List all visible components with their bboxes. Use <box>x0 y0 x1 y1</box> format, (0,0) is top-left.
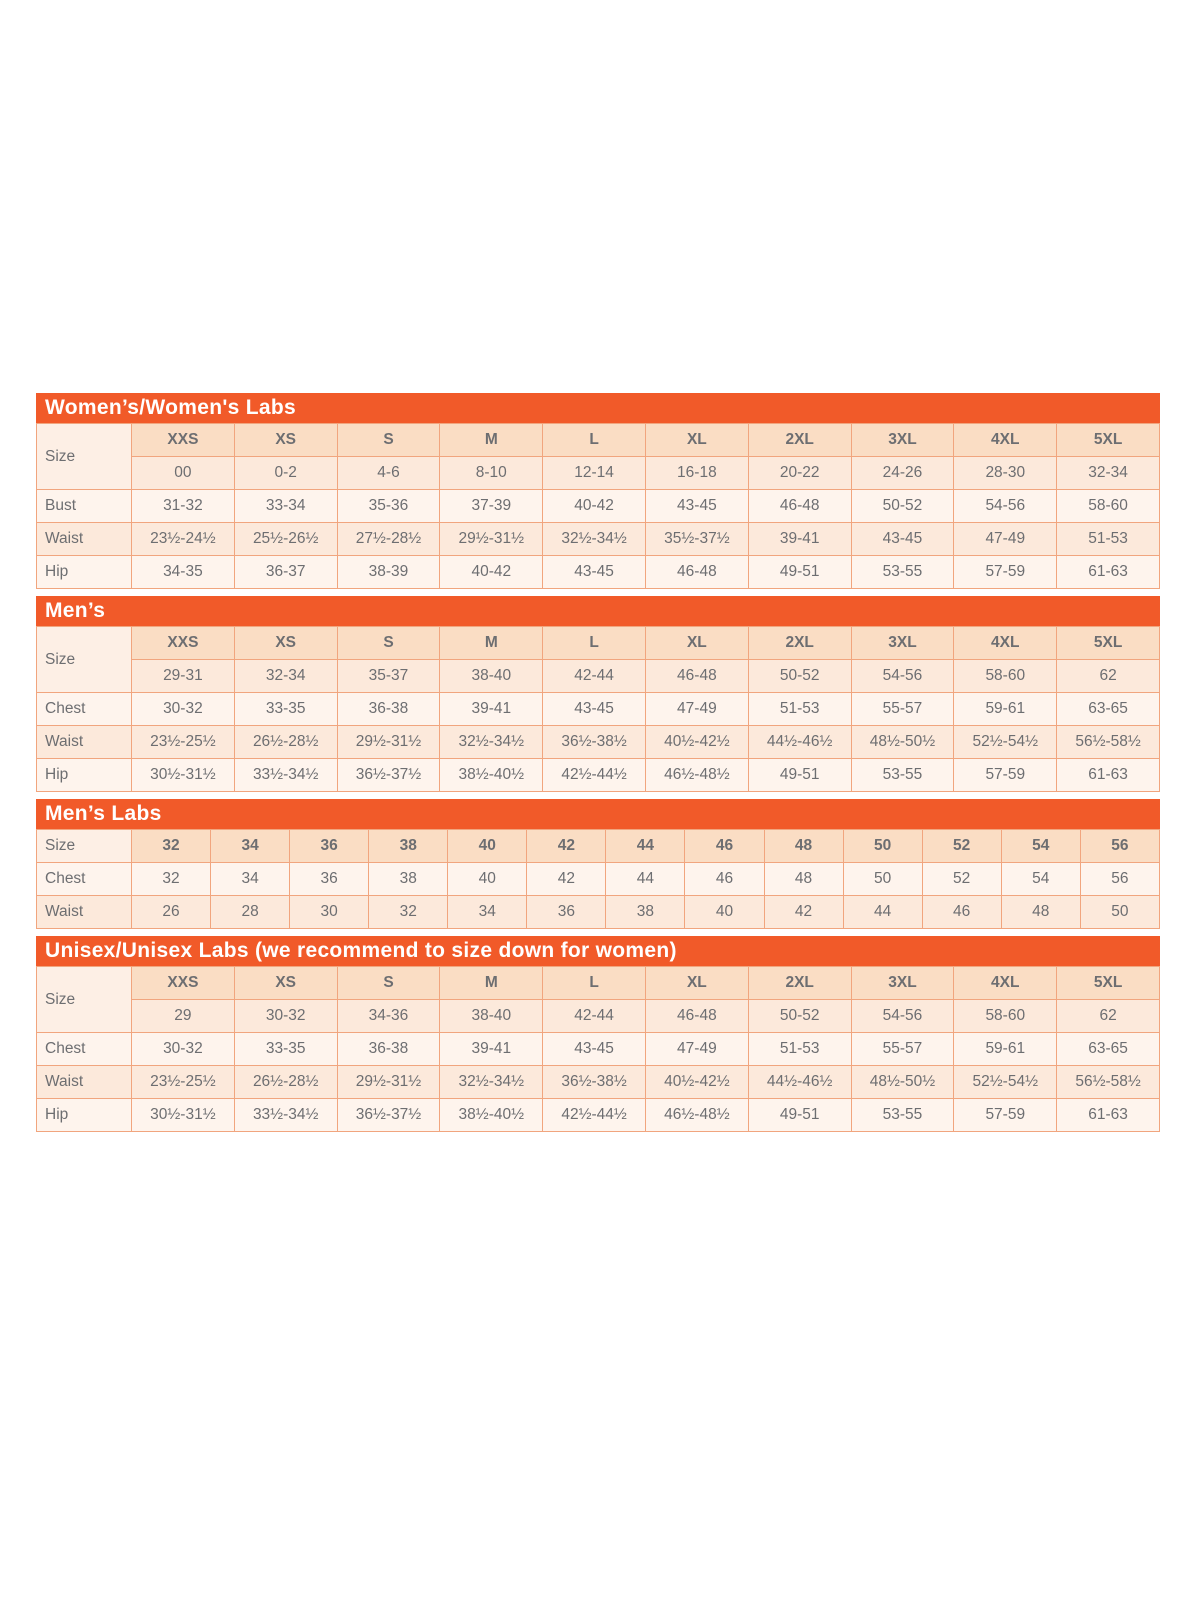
row-label-cell: Hip <box>37 1099 132 1132</box>
size-header-cell: XXS <box>132 424 235 457</box>
measurement-cell: 49-51 <box>748 556 851 589</box>
numeric-size-cell: 00 <box>132 457 235 490</box>
numeric-size-cell: 58-60 <box>954 660 1057 693</box>
measurement-cell: 42½-44½ <box>543 759 646 792</box>
section-title-band <box>36 799 1160 829</box>
measurement-row <box>37 490 1160 523</box>
numeric-size-cell: 20-22 <box>748 457 851 490</box>
size-header-cell: L <box>543 424 646 457</box>
numeric-size-cell: 16-18 <box>645 457 748 490</box>
size-header-cell: 52 <box>922 830 1001 863</box>
size-header-cell: 44 <box>606 830 685 863</box>
size-header-cell: 54 <box>1001 830 1080 863</box>
measurement-cell: 36½-38½ <box>543 726 646 759</box>
measurement-cell: 29½-31½ <box>440 523 543 556</box>
size-header-cell: M <box>440 967 543 1000</box>
size-header-cell: S <box>337 967 440 1000</box>
size-header-cell: XXS <box>132 627 235 660</box>
measurement-cell: 40½-42½ <box>645 1066 748 1099</box>
size-header-cell: 42 <box>527 830 606 863</box>
measurement-cell: 46½-48½ <box>645 1099 748 1132</box>
measurement-cell: 36-38 <box>337 1033 440 1066</box>
measurement-cell: 26½-28½ <box>234 1066 337 1099</box>
size-label-cell: Size <box>37 967 132 1033</box>
measurement-cell: 57-59 <box>954 759 1057 792</box>
measurement-cell: 37-39 <box>440 490 543 523</box>
measurement-cell: 40 <box>448 863 527 896</box>
measurement-row <box>37 1066 1160 1099</box>
measurement-cell: 59-61 <box>954 1033 1057 1066</box>
size-header-cell: XL <box>645 967 748 1000</box>
measurement-cell: 57-59 <box>954 1099 1057 1132</box>
measurement-row <box>37 523 1160 556</box>
measurement-cell: 32½-34½ <box>543 523 646 556</box>
numeric-size-cell: 35-37 <box>337 660 440 693</box>
section-title: Men’s Labs <box>45 802 162 825</box>
measurement-cell: 51-53 <box>748 1033 851 1066</box>
measurement-cell: 50-52 <box>851 490 954 523</box>
row-label-cell: Waist <box>37 726 132 759</box>
numeric-size-cell: 32-34 <box>1057 457 1160 490</box>
row-label-cell: Bust <box>37 490 132 523</box>
measurement-row <box>37 896 1160 929</box>
size-header-cell: 2XL <box>748 627 851 660</box>
measurement-cell: 23½-25½ <box>132 726 235 759</box>
size-header-cell: S <box>337 627 440 660</box>
measurement-cell: 34 <box>448 896 527 929</box>
row-label-cell: Waist <box>37 523 132 556</box>
numeric-size-row <box>37 457 1160 490</box>
measurement-cell: 30-32 <box>132 693 235 726</box>
size-header-cell: 5XL <box>1057 627 1160 660</box>
measurement-cell: 30 <box>290 896 369 929</box>
measurement-cell: 48½-50½ <box>851 1066 954 1099</box>
measurement-cell: 42 <box>764 896 843 929</box>
size-chart <box>36 393 1160 1132</box>
measurement-cell: 46½-48½ <box>645 759 748 792</box>
size-header-cell: 40 <box>448 830 527 863</box>
size-header-cell: 32 <box>132 830 211 863</box>
measurement-cell: 33½-34½ <box>234 759 337 792</box>
measurement-cell: 47-49 <box>954 523 1057 556</box>
row-label-cell: Waist <box>37 896 132 929</box>
row-label-cell: Hip <box>37 759 132 792</box>
size-header-cell: 2XL <box>748 424 851 457</box>
measurement-cell: 34-35 <box>132 556 235 589</box>
measurement-row <box>37 759 1160 792</box>
numeric-size-cell: 8-10 <box>440 457 543 490</box>
size-header-cell: 46 <box>685 830 764 863</box>
numeric-size-cell: 54-56 <box>851 1000 954 1033</box>
size-header-cell: L <box>543 627 646 660</box>
measurement-cell: 56 <box>1080 863 1159 896</box>
section-title-band <box>36 596 1160 626</box>
size-label-cell: Size <box>37 830 132 863</box>
measurement-cell: 46 <box>685 863 764 896</box>
size-header-cell: 5XL <box>1057 424 1160 457</box>
measurement-cell: 50 <box>1080 896 1159 929</box>
measurement-cell: 38 <box>606 896 685 929</box>
size-header-cell: L <box>543 967 646 1000</box>
numeric-size-cell: 29-31 <box>132 660 235 693</box>
measurement-cell: 29½-31½ <box>337 726 440 759</box>
measurement-cell: 33½-34½ <box>234 1099 337 1132</box>
measurement-cell: 48 <box>764 863 843 896</box>
measurement-cell: 27½-28½ <box>337 523 440 556</box>
measurement-cell: 39-41 <box>440 693 543 726</box>
measurement-cell: 31-32 <box>132 490 235 523</box>
numeric-size-cell: 38-40 <box>440 1000 543 1033</box>
measurement-cell: 35-36 <box>337 490 440 523</box>
measurement-cell: 25½-26½ <box>234 523 337 556</box>
measurement-cell: 44 <box>606 863 685 896</box>
measurement-cell: 49-51 <box>748 759 851 792</box>
measurement-cell: 38½-40½ <box>440 1099 543 1132</box>
measurement-cell: 23½-24½ <box>132 523 235 556</box>
measurement-cell: 53-55 <box>851 556 954 589</box>
size-header-cell: XS <box>234 424 337 457</box>
numeric-size-cell: 54-56 <box>851 660 954 693</box>
size-header-cell: 3XL <box>851 627 954 660</box>
measurement-cell: 61-63 <box>1057 759 1160 792</box>
measurement-cell: 46-48 <box>645 556 748 589</box>
measurement-cell: 54 <box>1001 863 1080 896</box>
size-header-cell: S <box>337 424 440 457</box>
size-header-cell: 3XL <box>851 424 954 457</box>
measurement-cell: 52½-54½ <box>954 1066 1057 1099</box>
measurement-cell: 29½-31½ <box>337 1066 440 1099</box>
measurement-row <box>37 1099 1160 1132</box>
measurement-cell: 35½-37½ <box>645 523 748 556</box>
size-header-row <box>37 967 1160 1000</box>
size-header-cell: 34 <box>211 830 290 863</box>
size-header-cell: XXS <box>132 967 235 1000</box>
numeric-size-cell: 50-52 <box>748 1000 851 1033</box>
section-title: Women’s/Women's Labs <box>45 396 296 419</box>
measurement-cell: 36½-37½ <box>337 759 440 792</box>
numeric-size-cell: 62 <box>1057 660 1160 693</box>
measurement-cell: 28 <box>211 896 290 929</box>
measurement-cell: 46 <box>922 896 1001 929</box>
section-title: Men’s <box>45 599 106 622</box>
measurement-cell: 53-55 <box>851 1099 954 1132</box>
measurement-cell: 57-59 <box>954 556 1057 589</box>
size-header-cell: XS <box>234 967 337 1000</box>
size-header-cell: 4XL <box>954 424 1057 457</box>
measurement-cell: 47-49 <box>645 1033 748 1066</box>
measurement-cell: 61-63 <box>1057 1099 1160 1132</box>
measurement-cell: 32 <box>369 896 448 929</box>
numeric-size-cell: 4-6 <box>337 457 440 490</box>
row-label-cell: Chest <box>37 1033 132 1066</box>
section-title-band <box>36 393 1160 423</box>
measurement-cell: 40-42 <box>440 556 543 589</box>
measurement-cell: 46-48 <box>748 490 851 523</box>
measurement-cell: 43-45 <box>851 523 954 556</box>
measurement-cell: 47-49 <box>645 693 748 726</box>
numeric-size-cell: 34-36 <box>337 1000 440 1033</box>
measurement-cell: 32 <box>132 863 211 896</box>
measurement-cell: 39-41 <box>748 523 851 556</box>
measurement-cell: 49-51 <box>748 1099 851 1132</box>
size-header-cell: XL <box>645 424 748 457</box>
measurement-cell: 42 <box>527 863 606 896</box>
measurement-cell: 32½-34½ <box>440 726 543 759</box>
numeric-size-cell: 46-48 <box>645 660 748 693</box>
row-label-cell: Chest <box>37 863 132 896</box>
measurement-cell: 61-63 <box>1057 556 1160 589</box>
size-header-cell: XS <box>234 627 337 660</box>
measurement-row <box>37 1033 1160 1066</box>
size-header-cell: 56 <box>1080 830 1159 863</box>
measurement-cell: 39-41 <box>440 1033 543 1066</box>
measurement-cell: 51-53 <box>1057 523 1160 556</box>
numeric-size-cell: 32-34 <box>234 660 337 693</box>
measurement-row <box>37 726 1160 759</box>
numeric-size-cell: 62 <box>1057 1000 1160 1033</box>
measurement-cell: 36 <box>527 896 606 929</box>
measurement-cell: 42½-44½ <box>543 1099 646 1132</box>
measurement-cell: 36-38 <box>337 693 440 726</box>
numeric-size-cell: 58-60 <box>954 1000 1057 1033</box>
numeric-size-cell: 12-14 <box>543 457 646 490</box>
numeric-size-cell: 46-48 <box>645 1000 748 1033</box>
measurement-row <box>37 693 1160 726</box>
measurement-cell: 30½-31½ <box>132 759 235 792</box>
measurement-cell: 63-65 <box>1057 1033 1160 1066</box>
measurement-cell: 34 <box>211 863 290 896</box>
size-header-cell: 50 <box>843 830 922 863</box>
measurement-cell: 59-61 <box>954 693 1057 726</box>
numeric-size-cell: 50-52 <box>748 660 851 693</box>
measurement-cell: 33-35 <box>234 693 337 726</box>
size-header-cell: XL <box>645 627 748 660</box>
size-header-cell: M <box>440 424 543 457</box>
numeric-size-cell: 42-44 <box>543 660 646 693</box>
measurement-cell: 38½-40½ <box>440 759 543 792</box>
measurement-row <box>37 863 1160 896</box>
size-header-cell: M <box>440 627 543 660</box>
size-label-cell: Size <box>37 627 132 693</box>
measurement-cell: 43-45 <box>543 693 646 726</box>
size-header-cell: 4XL <box>954 967 1057 1000</box>
measurement-cell: 23½-25½ <box>132 1066 235 1099</box>
measurement-cell: 48 <box>1001 896 1080 929</box>
numeric-size-cell: 38-40 <box>440 660 543 693</box>
size-table <box>36 626 1160 792</box>
measurement-cell: 52 <box>922 863 1001 896</box>
measurement-cell: 53-55 <box>851 759 954 792</box>
numeric-size-cell: 28-30 <box>954 457 1057 490</box>
size-header-row <box>37 424 1160 457</box>
measurement-cell: 50 <box>843 863 922 896</box>
measurement-cell: 43-45 <box>543 556 646 589</box>
size-table <box>36 423 1160 589</box>
size-header-row <box>37 627 1160 660</box>
size-table <box>36 829 1160 929</box>
measurement-cell: 43-45 <box>645 490 748 523</box>
measurement-cell: 33-35 <box>234 1033 337 1066</box>
measurement-cell: 54-56 <box>954 490 1057 523</box>
numeric-size-row <box>37 660 1160 693</box>
measurement-cell: 36½-37½ <box>337 1099 440 1132</box>
size-header-cell: 5XL <box>1057 967 1160 1000</box>
measurement-cell: 36 <box>290 863 369 896</box>
measurement-cell: 40½-42½ <box>645 726 748 759</box>
numeric-size-cell: 42-44 <box>543 1000 646 1033</box>
measurement-cell: 30-32 <box>132 1033 235 1066</box>
size-table <box>36 966 1160 1132</box>
size-header-cell: 38 <box>369 830 448 863</box>
measurement-cell: 56½-58½ <box>1057 1066 1160 1099</box>
measurement-cell: 44 <box>843 896 922 929</box>
measurement-cell: 38-39 <box>337 556 440 589</box>
numeric-size-cell: 30-32 <box>234 1000 337 1033</box>
size-header-cell: 2XL <box>748 967 851 1000</box>
size-label-cell: Size <box>37 424 132 490</box>
size-header-row <box>37 830 1160 863</box>
section-title: Unisex/Unisex Labs (we recommend to size down for women) <box>45 939 677 962</box>
numeric-size-cell: 24-26 <box>851 457 954 490</box>
size-header-cell: 4XL <box>954 627 1057 660</box>
measurement-cell: 30½-31½ <box>132 1099 235 1132</box>
row-label-cell: Waist <box>37 1066 132 1099</box>
measurement-cell: 55-57 <box>851 693 954 726</box>
numeric-size-row <box>37 1000 1160 1033</box>
measurement-cell: 36-37 <box>234 556 337 589</box>
size-header-cell: 48 <box>764 830 843 863</box>
measurement-cell: 40-42 <box>543 490 646 523</box>
measurement-cell: 26 <box>132 896 211 929</box>
measurement-cell: 56½-58½ <box>1057 726 1160 759</box>
measurement-cell: 58-60 <box>1057 490 1160 523</box>
measurement-cell: 51-53 <box>748 693 851 726</box>
measurement-cell: 43-45 <box>543 1033 646 1066</box>
measurement-cell: 26½-28½ <box>234 726 337 759</box>
measurement-cell: 63-65 <box>1057 693 1160 726</box>
measurement-cell: 44½-46½ <box>748 726 851 759</box>
measurement-cell: 48½-50½ <box>851 726 954 759</box>
measurement-cell: 55-57 <box>851 1033 954 1066</box>
row-label-cell: Hip <box>37 556 132 589</box>
measurement-cell: 44½-46½ <box>748 1066 851 1099</box>
size-header-cell: 36 <box>290 830 369 863</box>
row-label-cell: Chest <box>37 693 132 726</box>
numeric-size-cell: 0-2 <box>234 457 337 490</box>
numeric-size-cell: 29 <box>132 1000 235 1033</box>
measurement-cell: 32½-34½ <box>440 1066 543 1099</box>
size-header-cell: 3XL <box>851 967 954 1000</box>
measurement-cell: 33-34 <box>234 490 337 523</box>
measurement-cell: 36½-38½ <box>543 1066 646 1099</box>
measurement-cell: 38 <box>369 863 448 896</box>
measurement-cell: 40 <box>685 896 764 929</box>
section-title-band <box>36 936 1160 966</box>
measurement-cell: 52½-54½ <box>954 726 1057 759</box>
measurement-row <box>37 556 1160 589</box>
